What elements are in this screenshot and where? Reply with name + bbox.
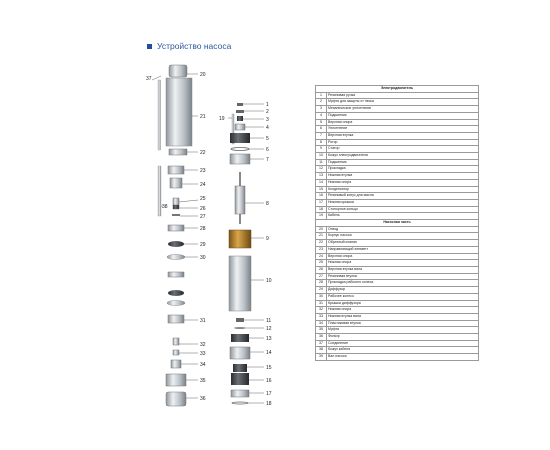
legend-section-title: Электродвигатель xyxy=(316,86,479,93)
legend-row xyxy=(316,213,479,220)
part-rotor xyxy=(235,172,245,224)
legend-row xyxy=(316,233,479,240)
part-rubber-sleeve xyxy=(172,214,180,216)
legend-part-name: Нижняя втулка xyxy=(327,173,479,180)
part-mechanical-seal xyxy=(237,116,243,121)
part-diffuser-stage-2 xyxy=(168,290,184,296)
legend-part-name: Уплотнение xyxy=(327,126,479,133)
callout-5: 5 xyxy=(266,136,269,142)
legend-row xyxy=(316,354,479,361)
legend-section-header xyxy=(316,220,479,227)
legend-part-name: Верхняя опора xyxy=(327,253,479,260)
part-bottom-cover xyxy=(231,390,249,397)
part-upper-support xyxy=(170,178,182,188)
callout-31: 31 xyxy=(200,318,206,324)
legend-part-number: 2 xyxy=(316,99,327,106)
callout-12: 12 xyxy=(266,326,272,332)
part-seal xyxy=(231,148,249,151)
legend-part-name: Прокладка рабочего колеса xyxy=(327,280,479,287)
legend-row xyxy=(316,106,479,113)
callout-20: 20 xyxy=(200,72,206,78)
legend-row xyxy=(316,92,479,99)
legend-row xyxy=(316,253,479,260)
callout-1: 1 xyxy=(266,102,269,108)
legend-body xyxy=(316,86,479,361)
legend-part-name: Крышка диффузора xyxy=(327,300,479,307)
legend-part-name: Резиновая ручка xyxy=(327,92,479,99)
legend-part-number: 13 xyxy=(316,173,327,180)
legend-part-number: 8 xyxy=(316,139,327,146)
callout-37: 37 xyxy=(146,76,152,82)
part-connection-rod xyxy=(158,80,161,150)
part-sand-guard xyxy=(236,110,244,113)
legend-row xyxy=(316,340,479,347)
callout-29: 29 xyxy=(200,242,206,248)
legend-part-name: Резиновый конус для масла xyxy=(327,193,479,200)
legend-part-name: Верхняя втулка вала xyxy=(327,266,479,273)
callout-18: 18 xyxy=(266,401,272,407)
legend-row xyxy=(316,260,479,267)
legend-part-number: 26 xyxy=(316,266,327,273)
legend-part-number: 32 xyxy=(316,307,327,314)
part-impeller-2 xyxy=(167,301,185,306)
legend-row xyxy=(316,132,479,139)
callout-9: 9 xyxy=(266,236,269,242)
legend-part-name: Фильтр xyxy=(327,334,479,341)
legend-part-number: 7 xyxy=(316,132,327,139)
callout-23: 23 xyxy=(200,168,206,174)
part-retaining-ring xyxy=(232,402,248,404)
legend-row xyxy=(316,173,479,180)
legend-part-number: 36 xyxy=(316,334,327,341)
part-bearing-bottom xyxy=(236,318,244,322)
part-coupling xyxy=(166,374,186,386)
legend-row xyxy=(316,146,479,153)
legend-part-name: Подшипник xyxy=(327,159,479,166)
legend-part-name: Муфта xyxy=(327,327,479,334)
legend-part-number: 21 xyxy=(316,233,327,240)
legend-row xyxy=(316,112,479,119)
legend-part-name: Кожух кабеля xyxy=(327,347,479,354)
legend-part-number: 34 xyxy=(316,320,327,327)
legend-row xyxy=(316,280,479,287)
legend-part-name: Диффузор xyxy=(327,287,479,294)
legend-row xyxy=(316,320,479,327)
legend-row xyxy=(316,99,479,106)
legend-part-name: Конденсатор xyxy=(327,186,479,193)
legend-row xyxy=(316,166,479,173)
legend-row xyxy=(316,119,479,126)
callout-7: 7 xyxy=(266,157,269,163)
part-gasket xyxy=(234,327,246,329)
legend-row xyxy=(316,240,479,247)
legend-part-number: 5 xyxy=(316,119,327,126)
legend-row xyxy=(316,300,479,307)
legend-part-number: 35 xyxy=(316,327,327,334)
legend-part-number: 23 xyxy=(316,246,327,253)
callout-30: 30 xyxy=(200,255,206,261)
callout-32: 32 xyxy=(200,342,206,348)
legend-part-number: 1 xyxy=(316,92,327,99)
legend-part-name: Подшипник xyxy=(327,112,479,119)
part-diffuser-stage-1 xyxy=(168,272,184,277)
legend-row xyxy=(316,293,479,300)
legend-part-name: Отвод xyxy=(327,226,479,233)
legend-row xyxy=(316,193,479,200)
part-oil-rubber-cone xyxy=(231,373,249,385)
legend-part-name: Кабель xyxy=(327,213,479,220)
legend-part-name: Ротор xyxy=(327,139,479,146)
legend-part-number: 16 xyxy=(316,193,327,200)
legend-part-number: 15 xyxy=(316,186,327,193)
legend-row xyxy=(316,226,479,233)
legend-part-number: 27 xyxy=(316,273,327,280)
callout-13: 13 xyxy=(266,336,272,342)
legend-part-name: Нижняя опора xyxy=(327,260,479,267)
callout-34: 34 xyxy=(200,362,206,368)
legend-part-name: Кожух электродвигателя xyxy=(327,153,479,160)
legend-part-name: Обратный клапан xyxy=(327,240,479,247)
part-rubber-handle xyxy=(237,103,243,106)
legend-part-number: 20 xyxy=(316,226,327,233)
part-pump-body xyxy=(166,78,192,146)
part-upper-sleeve xyxy=(230,154,250,164)
legend-row xyxy=(316,199,479,206)
legend-section-title: Насосная часть xyxy=(316,220,479,227)
legend-row xyxy=(316,186,479,193)
callout-11: 11 xyxy=(266,318,272,324)
part-capacitor xyxy=(233,364,247,372)
legend-row xyxy=(316,266,479,273)
legend-section-header xyxy=(316,86,479,93)
legend-part-number: 37 xyxy=(316,340,327,347)
legend-part-number: 24 xyxy=(316,253,327,260)
part-diffuser xyxy=(168,241,184,247)
callout-35: 35 xyxy=(200,378,206,384)
legend-part-name: Нижняя крышка xyxy=(327,199,479,206)
callout-17: 17 xyxy=(266,391,272,397)
legend-part-name: Нижняя опора xyxy=(327,307,479,314)
legend-row xyxy=(316,153,479,160)
legend-part-name: Корпус насоса xyxy=(327,233,479,240)
legend-row xyxy=(316,159,479,166)
legend-row xyxy=(316,287,479,294)
part-lower-support-32 xyxy=(173,338,179,345)
legend-part-name: Пластиковая втулка xyxy=(327,320,479,327)
legend-part-name: Нижняя опора xyxy=(327,179,479,186)
legend-part-number: 38 xyxy=(316,347,327,354)
part-lower-sleeve xyxy=(231,334,249,342)
part-impeller xyxy=(167,255,185,260)
legend-row xyxy=(316,139,479,146)
part-filter xyxy=(166,392,186,406)
callout-21: 21 xyxy=(200,114,206,120)
legend-part-number: 39 xyxy=(316,354,327,361)
part-check-valve xyxy=(169,149,187,155)
legend-part-number: 11 xyxy=(316,159,327,166)
legend-row xyxy=(316,246,479,253)
callout-33: 33 xyxy=(200,351,206,357)
legend-part-name: Направляющий элемент xyxy=(327,246,479,253)
callout-8: 8 xyxy=(266,201,269,207)
legend-part-number: 14 xyxy=(316,179,327,186)
legend-part-number: 12 xyxy=(316,166,327,173)
part-upper-bearing-support xyxy=(230,133,250,143)
callout-24: 24 xyxy=(200,182,206,188)
callout-28: 28 xyxy=(200,226,206,232)
legend-part-name: Вал насоса xyxy=(327,354,479,361)
legend-part-number: 25 xyxy=(316,260,327,267)
legend-part-number: 30 xyxy=(316,293,327,300)
legend-part-number: 33 xyxy=(316,313,327,320)
callout-36: 36 xyxy=(200,396,206,402)
callout-6: 6 xyxy=(266,147,269,153)
part-motor-housing xyxy=(229,256,251,311)
legend-row xyxy=(316,327,479,334)
legend-part-name: Прокладка xyxy=(327,166,479,173)
part-diffuser-cover xyxy=(168,315,184,323)
callout-38: 38 xyxy=(162,204,168,210)
legend-row xyxy=(316,206,479,213)
legend-part-name: Статор xyxy=(327,146,479,153)
legend-part-number: 4 xyxy=(316,112,327,119)
part-impeller-gasket xyxy=(168,225,184,231)
part-upper-shaft-sleeve xyxy=(173,205,179,209)
legend-part-name: Соединение xyxy=(327,340,479,347)
callout-19: 19 xyxy=(219,116,225,122)
legend-part-name: Рабочее колесо xyxy=(327,293,479,300)
callout-2: 2 xyxy=(266,109,269,115)
part-cable-guard xyxy=(158,166,161,216)
callout-3: 3 xyxy=(266,117,269,123)
legend-part-name: Стопорное кольцо xyxy=(327,206,479,213)
legend-part-number: 6 xyxy=(316,126,327,133)
legend-part-name: Механическое уплотнение xyxy=(327,106,479,113)
part-discharge-head xyxy=(169,65,187,77)
legend-row xyxy=(316,347,479,354)
legend-part-name: Муфта для защиты от песка xyxy=(327,99,479,106)
legend-part-number: 9 xyxy=(316,146,327,153)
legend-part-number: 29 xyxy=(316,287,327,294)
legend-row xyxy=(316,273,479,280)
legend-part-number: 19 xyxy=(316,213,327,220)
legend-part-name: Верхняя опора xyxy=(327,119,479,126)
legend-part-number: 28 xyxy=(316,280,327,287)
part-stator xyxy=(229,230,251,248)
callout-10: 10 xyxy=(266,278,272,284)
legend-row xyxy=(316,307,479,314)
legend-part-number: 22 xyxy=(316,240,327,247)
legend-part-number: 10 xyxy=(316,153,327,160)
part-plastic-sleeve xyxy=(171,360,181,368)
diagram-title-text: Устройство насоса xyxy=(157,41,232,51)
callout-14: 14 xyxy=(266,350,272,356)
legend-row xyxy=(316,334,479,341)
callout-25: 25 xyxy=(200,196,206,202)
part-lower-shaft-sleeve xyxy=(173,350,179,355)
parts-legend-table xyxy=(315,85,479,361)
legend-part-number: 31 xyxy=(316,300,327,307)
callout-22: 22 xyxy=(200,150,206,156)
callout-4: 4 xyxy=(266,125,269,131)
callout-27: 27 xyxy=(200,214,206,220)
legend-part-number: 3 xyxy=(316,106,327,113)
legend-part-name: Нижняя втулка вала xyxy=(327,313,479,320)
legend-row xyxy=(316,126,479,133)
legend-part-name: Верхняя втулка xyxy=(327,132,479,139)
legend-part-number: 18 xyxy=(316,206,327,213)
legend-part-name: Резиновая втулка xyxy=(327,273,479,280)
legend-part-number: 17 xyxy=(316,199,327,206)
part-bearing-top xyxy=(235,124,245,130)
legend-row xyxy=(316,179,479,186)
part-guide-element xyxy=(168,166,184,174)
callout-26: 26 xyxy=(200,206,206,212)
callout-16: 16 xyxy=(266,378,272,384)
callout-15: 15 xyxy=(266,365,272,371)
part-lower-bearing-support xyxy=(230,347,250,359)
legend-row xyxy=(316,313,479,320)
